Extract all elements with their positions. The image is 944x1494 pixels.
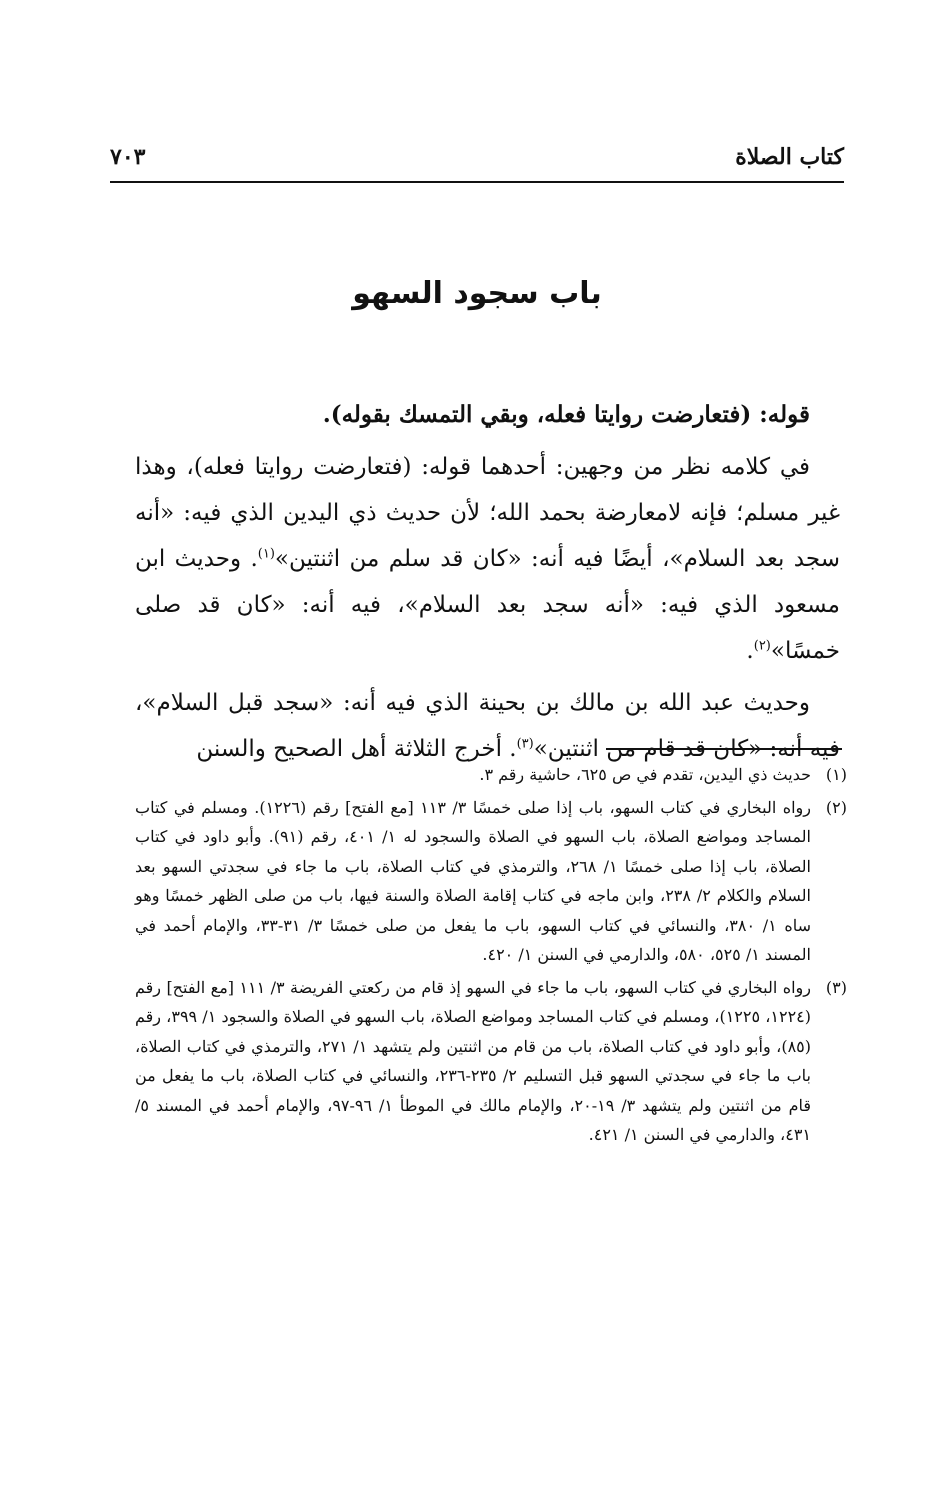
footnote-text: رواه البخاري في كتاب السهو، باب ما جاء في السهو إذ قام من ركعتي الفريضة ٣/ ١١١ [مع الفتح] رقم (١٢٢٤، ١٢٢٥)، ومسلم في كتاب المساجد ومواضع الصلاة، باب السهو في الصلاة والسجود ١/ ٣٩٩، رقم (٨٥)، وأبو داود في كتاب الصلاة، باب من قام من اثنتين ولم يتشهد ١/ ٢٧١، والترمذي في كتاب الصلاة، باب ما جاء في سجدتي السهو قبل التسليم ٢/ ٢٣٥-٢٣٦، والنسائي في كتاب الصلاة، باب ما يفعل من قام من اثنتين ولم يتشهد ٣/ ١٩-٢٠، والإمام مالك في الموطأ ١/ ٩٦-٩٧، والإمام أحمد في المسند ٥/ ٤٣١، والدارمي في السنن ١/ ٤٢١. bbox=[135, 977, 812, 1144]
footnote-text: رواه البخاري في كتاب السهو، باب إذا صلى خمسًا ٣/ ١١٣ [مع الفتح] رقم (١٢٢٦). ومسلم في كتاب المساجد ومواضع الصلاة، باب السهو في الصلاة والسجود له ١/ ٤٠١، رقم (٩١). وأبو داود في كتاب الصلاة، باب إذا صلى خمسًا ١/ ٢٦٨، والترمذي في كتاب الصلاة، باب ما جاء في سجدتي السهو بعد السلام والكلام ٢/ ٢٣٨، وابن ماجه في كتاب إقامة الصلاة والسنة فيها، باب من صلى الظهر خمسًا وهو ساه ١/ ٣٨٠، والنسائي في كتاب السهو، باب ما يفعل من صلى خمسًا ٣/ ٣١-٣٣، والإمام أحمد في المسند ١/ ٥٢٥، ٥٨٠، والدارمي في السنن ١/ ٤٢٠. bbox=[135, 797, 812, 964]
running-header bbox=[110, 144, 844, 178]
footnote-ref-1: (١) bbox=[257, 546, 275, 562]
paragraph-2-text-a: وحديث عبد الله بن مالك بن بحينة الذي فيه أنه: «سجد قبل السلام»، فيه أنه: «كان قد قام من اثنتين» bbox=[135, 690, 840, 762]
body-text bbox=[135, 392, 840, 772]
page-number: ٧٠٣ bbox=[110, 144, 146, 170]
footnote-number: (٢) bbox=[825, 797, 847, 817]
footnote-number: (٣) bbox=[825, 977, 847, 997]
header-rule bbox=[110, 181, 844, 183]
footnote bbox=[135, 793, 847, 970]
chapter-title: باب سجود السهو bbox=[352, 276, 602, 311]
footnote-number: (١) bbox=[825, 765, 847, 784]
book-title: كتاب الصلاة bbox=[735, 144, 844, 170]
paragraph-2 bbox=[135, 680, 840, 772]
footnote-ref-3: (٣) bbox=[516, 736, 534, 752]
quote-line: قوله: (فتعارضت روايتا فعله، وبقي التمسك بقوله). bbox=[322, 401, 810, 428]
paragraph-1-text-a: في كلامه نظر من وجهين: أحدهما قوله: (فتعارضت روايتا فعله)، وهذا غير مسلم؛ فإنه لامعارضة بحمد الله؛ لأن حديث ذي اليدين الذي فيه: «أنه سجد بعد السلام»، أيضًا فيه أنه: «كان قد سلم من اثنتين» bbox=[135, 454, 840, 572]
footnote bbox=[135, 760, 847, 790]
paragraph-2-text-b: . أخرج الثلاثة أهل الصحيح والسنن bbox=[196, 736, 517, 762]
footnote-text: حديث ذي اليدين، تقدم في ص ٦٢٥، حاشية رقم ٣. bbox=[479, 765, 811, 784]
footnote-ref-2: (٢) bbox=[753, 638, 771, 654]
paragraph-1-text-b: . وحديث ابن مسعود الذي فيه: «أنه سجد بعد السلام»، فيه أنه: «كان قد صلى خمسًا» bbox=[135, 546, 840, 664]
footnotes bbox=[135, 760, 847, 1153]
footnote-rule bbox=[606, 748, 842, 750]
paragraph-1 bbox=[135, 444, 840, 674]
paragraph-1-text-c: . bbox=[746, 638, 754, 664]
footnote bbox=[135, 973, 847, 1150]
